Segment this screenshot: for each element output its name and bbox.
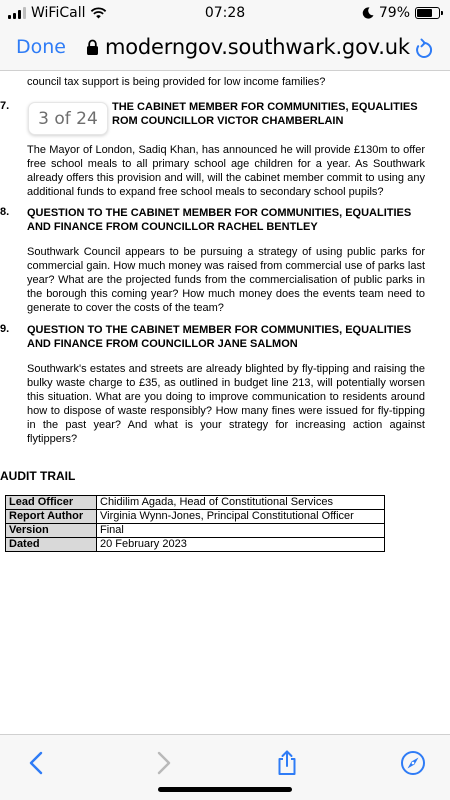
table-row [6,524,385,538]
table-value: Chidilim Agada, Head of Constitutional Services [97,496,385,510]
chevron-right-icon[interactable] [150,750,176,776]
carrier-label: WiFiCall [31,5,86,21]
browser-toolbar [0,734,450,800]
url-text: moderngov.southwark.gov.uk [105,35,410,59]
table-value: 20 February 2023 [97,538,385,552]
table-label: Version [6,524,97,538]
compass-icon[interactable] [400,750,426,776]
table-row [6,538,385,552]
reload-icon[interactable] [414,38,434,60]
document-viewer[interactable] [0,71,450,734]
table-label: Dated [6,538,97,552]
share-icon[interactable] [274,750,300,776]
audit-trail-table [5,495,385,552]
page-indicator: 3 of 24 [28,102,108,135]
table-label: Lead Officer [6,496,97,510]
clock: 07:28 [204,5,246,21]
moon-icon [362,7,374,19]
question-number: 7. [0,100,10,112]
question-title: QUESTION TO THE CABINET MEMBER FOR COMMUNITIES, EQUALITIES AND FINANCE FROM COUNCILLOR JANE SALMON [27,324,412,350]
home-indicator [158,787,292,792]
question-title-line: THE CABINET MEMBER FOR COMMUNITIES, EQUALITIES [112,101,418,113]
chevron-left-icon[interactable] [24,750,50,776]
question-number: 8. [0,206,10,218]
question-body: The Mayor of London, Sadiq Khan, has announced he will provide £130m to offer free school meals to all primary school age children for a year. As Southwark already offers this provision and will, will the cabinet member commit to using any additional funds to expand free school meals to secondary school pupils? [27,144,425,198]
table-row [6,510,385,524]
table-value: Final [97,524,385,538]
done-button[interactable]: Done [16,36,66,58]
battery-icon [415,7,440,19]
status-bar [0,0,450,26]
previous-text-fragment: council tax support is being provided for low income families? [27,76,326,88]
table-row [6,496,385,510]
lock-icon [86,39,99,56]
question-number: 9. [0,323,10,335]
question-title-line: ROM COUNCILLOR VICTOR CHAMBERLAIN [112,115,344,127]
status-right [362,5,440,21]
question-body: Southwark's estates and streets are already blighted by fly-tipping and raising the bulky waste charge to £35, as outlined in budget line 213, will potentially worsen this situation. What are you doing to improve communication to residents around how to dispose of waste responsibly? How many fines were issued for fly-tipping in the past year? And what is your strategy for increasing action against flytippers? [27,363,425,445]
question-body: Southwark Council appears to be pursuing a strategy of using public parks for commercial gain. How much money was raised from commercial use of parks last year? What are the projected funds from the commercialisation of public parks in the borough this coming year? How much money does the events team need to generate to cover the costs of the team? [27,246,425,314]
table-label: Report Author [6,510,97,524]
question-title [112,100,432,128]
url-display[interactable] [86,35,410,59]
battery-percent: 79% [378,5,410,21]
browser-nav-bar [0,26,450,71]
audit-trail-heading: AUDIT TRAIL [0,469,76,483]
table-value: Virginia Wynn-Jones, Principal Constitutional Officer [97,510,385,524]
question-title: QUESTION TO THE CABINET MEMBER FOR COMMUNITIES, EQUALITIES AND FINANCE FROM COUNCILLOR RACHEL BENTLEY [27,207,412,233]
battery-fill [417,9,432,17]
